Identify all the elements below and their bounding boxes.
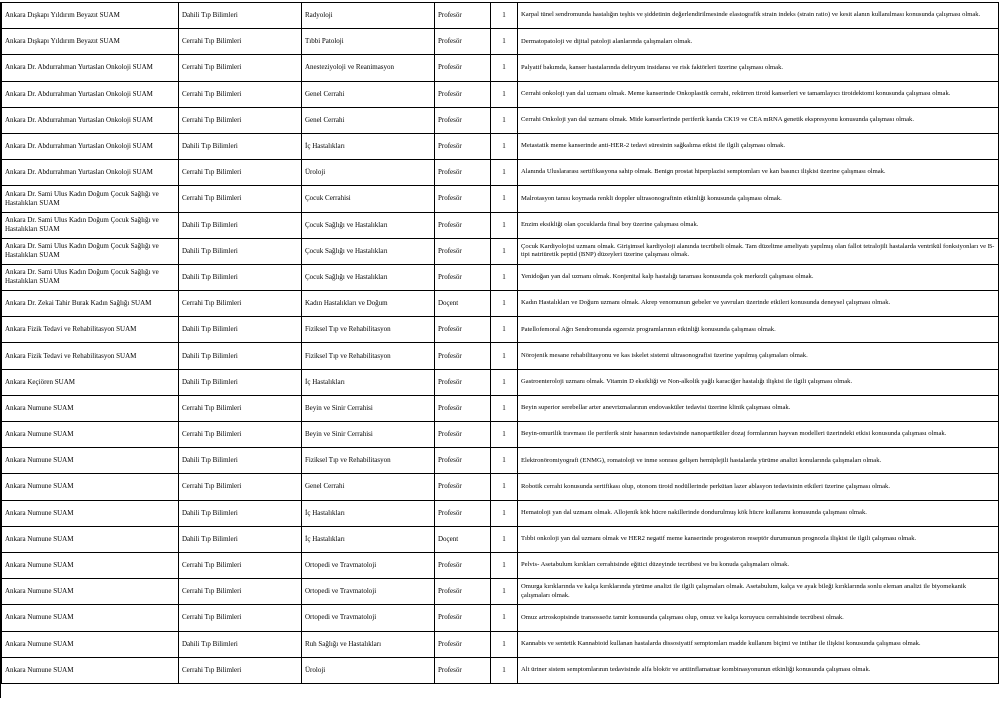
description-cell: Palyatif bakımda, kanser hastalarında deliryum insidansı ve risk faktörleri üzerine çalışması olmak.	[518, 55, 999, 81]
count-cell: 1	[491, 422, 518, 448]
hospital-cell: Ankara Keçiören SUAM	[2, 369, 179, 395]
count-cell: 1	[491, 55, 518, 81]
table-body	[2, 3, 999, 684]
department-cell: Ortopedi ve Travmatoloji	[302, 605, 435, 631]
department-cell: Çocuk Sağlığı ve Hastalıkları	[302, 264, 435, 290]
hospital-cell: Ankara Dr. Abdurrahman Yurtaslan Onkoloji SUAM	[2, 55, 179, 81]
hospital-cell: Ankara Numune SUAM	[2, 474, 179, 500]
hospital-cell: Ankara Dr. Abdurrahman Yurtaslan Onkoloji SUAM	[2, 81, 179, 107]
table-row	[2, 160, 999, 186]
department-cell: Radyoloji	[302, 3, 435, 29]
count-cell: 1	[491, 657, 518, 683]
table-row	[2, 422, 999, 448]
count-cell: 1	[491, 448, 518, 474]
count-cell: 1	[491, 29, 518, 55]
title-cell: Profesör	[435, 3, 491, 29]
title-cell: Profesör	[435, 605, 491, 631]
description-cell: Metastatik meme kanserinde anti-HER-2 tedavi süresinin sağkalıma etkisi ile ilgili çalışması olmak.	[518, 133, 999, 159]
count-cell: 1	[491, 212, 518, 238]
department-cell: Fiziksel Tıp ve Rehabilitasyon	[302, 317, 435, 343]
description-cell: Cerrahi Onkoloji yan dal uzmanı olmak. Mide kanserlerinde periferik kanda CK19 ve CEA mRNA genetik ekspresyonu konusunda çalışması olmak.	[518, 107, 999, 133]
unit-cell: Cerrahi Tıp Bilimleri	[179, 107, 302, 133]
hospital-cell: Ankara Dr. Sami Ulus Kadın Doğum Çocuk Sağlığı ve Hastalıkları SUAM	[2, 212, 179, 238]
department-cell: Üroloji	[302, 657, 435, 683]
unit-cell: Dahili Tıp Bilimleri	[179, 317, 302, 343]
table-row	[2, 474, 999, 500]
description-cell: Gastroenteroloji uzmanı olmak. Vitamin D eksikliği ve Non-alkolik yağlı karaciğer hastalığı ilişkisi ile ilgili çalışması olmak.	[518, 369, 999, 395]
description-cell: Tıbbi onkoloji yan dal uzmanı olmak ve HER2 negatif meme kanserinde progesteron reseptör durumunun prognozla ilişkisi ile ilgili çalışması olmak.	[518, 526, 999, 552]
table-row	[2, 343, 999, 369]
hospital-cell: Ankara Dışkapı Yıldırım Beyazıt SUAM	[2, 3, 179, 29]
table-row	[2, 29, 999, 55]
count-cell: 1	[491, 552, 518, 578]
count-cell: 1	[491, 186, 518, 212]
department-cell: Kadın Hastalıkları ve Doğum	[302, 291, 435, 317]
title-cell: Profesör	[435, 81, 491, 107]
description-cell: Kannabis ve sentetik Kannabioid kullanan hastalarda dissosiyatif semptomları madde kullanım biçimi ve intihar ile ilişkisi konusunda çalışması olmak.	[518, 631, 999, 657]
count-cell: 1	[491, 264, 518, 290]
description-cell: Elektronöromiyografi (ENMG), romatoloji ve inme sonrası gelişen hemiplejili hastalarda yürüme analizi konularında çalışmaları olmak.	[518, 448, 999, 474]
table-row	[2, 369, 999, 395]
unit-cell: Cerrahi Tıp Bilimleri	[179, 186, 302, 212]
unit-cell: Dahili Tıp Bilimleri	[179, 343, 302, 369]
count-cell: 1	[491, 133, 518, 159]
department-cell: Çocuk Sağlığı ve Hastalıkları	[302, 212, 435, 238]
hospital-cell: Ankara Fizik Tedavi ve Rehabilitasyon SUAM	[2, 317, 179, 343]
description-cell: Yenidoğan yan dal uzmanı olmak. Konjenital kalp hastalığı taraması konusunda çok merkezli çalışması olmak.	[518, 264, 999, 290]
title-cell: Profesör	[435, 133, 491, 159]
title-cell: Profesör	[435, 317, 491, 343]
department-cell: İç Hastalıkları	[302, 133, 435, 159]
description-cell: Çocuk Kardiyolojisi uzmanı olmak. Girişimsel kardiyoloji alanında tecrübeli olmak. Tam düzeltme ameliyatı yapılmış olan fallot tetralojili hastalarda ventrikül fonksiyonları ve B-tipi natriüretik peptid (BNP) düzeyleri üzerine çalışması olmak.	[518, 238, 999, 264]
unit-cell: Dahili Tıp Bilimleri	[179, 631, 302, 657]
count-cell: 1	[491, 238, 518, 264]
unit-cell: Cerrahi Tıp Bilimleri	[179, 160, 302, 186]
table-row	[2, 212, 999, 238]
title-cell: Profesör	[435, 29, 491, 55]
count-cell: 1	[491, 395, 518, 421]
unit-cell: Dahili Tıp Bilimleri	[179, 500, 302, 526]
description-cell: Kadın Hastalıkları ve Doğum uzmanı olmak. Akrep venomunun gebeler ve yavruları üzerinde etkileri konusunda deneysel çalışması olmak.	[518, 291, 999, 317]
table-row	[2, 448, 999, 474]
unit-cell: Cerrahi Tıp Bilimleri	[179, 55, 302, 81]
title-cell: Profesör	[435, 55, 491, 81]
title-cell: Profesör	[435, 448, 491, 474]
unit-cell: Dahili Tıp Bilimleri	[179, 238, 302, 264]
description-cell: Beyin superior serebellar arter anevrizmalarının endovasküler tedavisi üzerine klinik çalışması olmak.	[518, 395, 999, 421]
description-cell: Malrotasyon tanısı koymada renkli doppler ultrasonografinin etkinliği konusunda çalışması olmak.	[518, 186, 999, 212]
department-cell: İç Hastalıkları	[302, 526, 435, 552]
department-cell: Fiziksel Tıp ve Rehabilitasyon	[302, 343, 435, 369]
hospital-cell: Ankara Dr. Abdurrahman Yurtaslan Onkoloji SUAM	[2, 107, 179, 133]
title-cell: Profesör	[435, 160, 491, 186]
department-cell: Genel Cerrahi	[302, 474, 435, 500]
title-cell: Profesör	[435, 422, 491, 448]
count-cell: 1	[491, 369, 518, 395]
count-cell: 1	[491, 500, 518, 526]
description-cell: Robotik cerrahi konusunda sertifikası olup, otonom tiroid nodüllerinde perkütan lazer ablasyon tedavisinin etkileri üzerine çalışması olmak.	[518, 474, 999, 500]
unit-cell: Dahili Tıp Bilimleri	[179, 369, 302, 395]
description-cell: Omuz artroskopisinde transosseöz tamir konusunda çalışması olup, omuz ve kalça koruyucu cerrahisinde tecrübesi olmak.	[518, 605, 999, 631]
title-cell: Profesör	[435, 657, 491, 683]
department-cell: Ortopedi ve Travmatoloji	[302, 579, 435, 605]
hospital-cell: Ankara Dr. Sami Ulus Kadın Doğum Çocuk Sağlığı ve Hastalıkları SUAM	[2, 186, 179, 212]
table-row	[2, 186, 999, 212]
table-row	[2, 552, 999, 578]
hospital-cell: Ankara Numune SUAM	[2, 657, 179, 683]
table-row	[2, 657, 999, 683]
description-cell: Beyin-omurilik travması ile periferik sinir hasarının tedavisinde nanopartiküler dozaj formlarının hayvan modelleri üzerindeki etkisi konusunda çalışması olmak.	[518, 422, 999, 448]
unit-cell: Cerrahi Tıp Bilimleri	[179, 395, 302, 421]
title-cell: Profesör	[435, 264, 491, 290]
department-cell: Ortopedi ve Travmatoloji	[302, 552, 435, 578]
count-cell: 1	[491, 343, 518, 369]
hospital-cell: Ankara Numune SUAM	[2, 448, 179, 474]
unit-cell: Cerrahi Tıp Bilimleri	[179, 422, 302, 448]
department-cell: İç Hastalıkları	[302, 500, 435, 526]
description-cell: Cerrahi onkoloji yan dal uzmanı olmak. Meme kanserinde Onkoplastik cerrahi, rekürren tiroid kanserleri ve tamamlayıcı tiroidektomi konusunda çalışması olmak.	[518, 81, 999, 107]
hospital-cell: Ankara Fizik Tedavi ve Rehabilitasyon SUAM	[2, 343, 179, 369]
unit-cell: Dahili Tıp Bilimleri	[179, 212, 302, 238]
description-cell: Nörojenik mesane rehabilitasyonu ve kas iskelet sistemi ultrasonografisi üzerine yapılmış çalışmaları olmak.	[518, 343, 999, 369]
count-cell: 1	[491, 160, 518, 186]
description-cell: Pelvis- Asetabulum kırıkları cerrahisinde eğitici düzeyinde tecrübesi ve bu konuda çalışmaları olmak.	[518, 552, 999, 578]
description-cell: Dermatopatoloji ve dijital patoloji alanlarında çalışmaları olmak.	[518, 29, 999, 55]
hospital-cell: Ankara Numune SUAM	[2, 631, 179, 657]
table-row	[2, 526, 999, 552]
department-cell: Beyin ve Sinir Cerrahisi	[302, 395, 435, 421]
department-cell: Fiziksel Tıp ve Rehabilitasyon	[302, 448, 435, 474]
unit-cell: Dahili Tıp Bilimleri	[179, 133, 302, 159]
hospital-cell: Ankara Numune SUAM	[2, 526, 179, 552]
description-cell: Patellofemoral Ağrı Sendromunda egzersiz programlarının etkinliği konusunda çalışması olmak.	[518, 317, 999, 343]
hospital-cell: Ankara Dışkapı Yıldırım Beyazıt SUAM	[2, 29, 179, 55]
count-cell: 1	[491, 317, 518, 343]
count-cell: 1	[491, 291, 518, 317]
table-row	[2, 395, 999, 421]
title-cell: Profesör	[435, 186, 491, 212]
table-row	[2, 133, 999, 159]
hospital-cell: Ankara Numune SUAM	[2, 579, 179, 605]
hospital-cell: Ankara Numune SUAM	[2, 395, 179, 421]
unit-cell: Dahili Tıp Bilimleri	[179, 448, 302, 474]
hospital-cell: Ankara Dr. Sami Ulus Kadın Doğum Çocuk Sağlığı ve Hastalıkları SUAM	[2, 238, 179, 264]
department-cell: Ruh Sağlığı ve Hastalıkları	[302, 631, 435, 657]
table-row	[2, 264, 999, 290]
unit-cell: Cerrahi Tıp Bilimleri	[179, 81, 302, 107]
count-cell: 1	[491, 3, 518, 29]
table-row	[2, 3, 999, 29]
title-cell: Profesör	[435, 631, 491, 657]
table-row	[2, 631, 999, 657]
title-cell: Profesör	[435, 552, 491, 578]
table-row	[2, 81, 999, 107]
department-cell: İç Hastalıkları	[302, 369, 435, 395]
department-cell: Anesteziyoloji ve Reanimasyon	[302, 55, 435, 81]
department-cell: Çocuk Cerrahisi	[302, 186, 435, 212]
department-cell: Tıbbi Patoloji	[302, 29, 435, 55]
unit-cell: Dahili Tıp Bilimleri	[179, 526, 302, 552]
title-cell: Doçent	[435, 291, 491, 317]
position-table	[1, 2, 999, 684]
table-row	[2, 579, 999, 605]
unit-cell: Cerrahi Tıp Bilimleri	[179, 291, 302, 317]
table-row	[2, 291, 999, 317]
hospital-cell: Ankara Dr. Sami Ulus Kadın Doğum Çocuk Sağlığı ve Hastalıkları SUAM	[2, 264, 179, 290]
title-cell: Profesör	[435, 395, 491, 421]
unit-cell: Cerrahi Tıp Bilimleri	[179, 605, 302, 631]
title-cell: Profesör	[435, 107, 491, 133]
unit-cell: Cerrahi Tıp Bilimleri	[179, 552, 302, 578]
count-cell: 1	[491, 107, 518, 133]
count-cell: 1	[491, 474, 518, 500]
table-row	[2, 500, 999, 526]
title-cell: Doçent	[435, 526, 491, 552]
department-cell: Genel Cerrahi	[302, 81, 435, 107]
count-cell: 1	[491, 631, 518, 657]
table-row	[2, 605, 999, 631]
hospital-cell: Ankara Numune SUAM	[2, 500, 179, 526]
unit-cell: Dahili Tıp Bilimleri	[179, 3, 302, 29]
title-cell: Profesör	[435, 474, 491, 500]
hospital-cell: Ankara Dr. Abdurrahman Yurtaslan Onkoloji SUAM	[2, 160, 179, 186]
count-cell: 1	[491, 526, 518, 552]
count-cell: 1	[491, 81, 518, 107]
description-cell: Karpal tünel sendromunda hastalığın teşhis ve şiddetinin değerlendirilmesinde elastografik strain indeks (strain ratio) ve kesit alanın kullanılması konusunda çalışması olmak.	[518, 3, 999, 29]
title-cell: Profesör	[435, 238, 491, 264]
hospital-cell: Ankara Numune SUAM	[2, 422, 179, 448]
hospital-cell: Ankara Numune SUAM	[2, 605, 179, 631]
department-cell: Genel Cerrahi	[302, 107, 435, 133]
count-cell: 1	[491, 579, 518, 605]
unit-cell: Dahili Tıp Bilimleri	[179, 264, 302, 290]
title-cell: Profesör	[435, 369, 491, 395]
table-row	[2, 238, 999, 264]
unit-cell: Cerrahi Tıp Bilimleri	[179, 579, 302, 605]
department-cell: Çocuk Sağlığı ve Hastalıkları	[302, 238, 435, 264]
hospital-cell: Ankara Numune SUAM	[2, 552, 179, 578]
description-cell: Alanında Uluslararası sertifikasyona sahip olmak. Benign prostat hiperplazisi semptomları ve kan basıncı ilişkisi üzerine çalışması olmak.	[518, 160, 999, 186]
department-cell: Üroloji	[302, 160, 435, 186]
hospital-cell: Ankara Dr. Abdurrahman Yurtaslan Onkoloji SUAM	[2, 133, 179, 159]
title-cell: Profesör	[435, 212, 491, 238]
description-cell: Hematoloji yan dal uzmanı olmak. Allojenik kök hücre nakillerinde dondurulmuş kök hücre kullanımı konusunda çalışması olmak.	[518, 500, 999, 526]
hospital-cell: Ankara Dr. Zekai Tahir Burak Kadın Sağlığı SUAM	[2, 291, 179, 317]
title-cell: Profesör	[435, 343, 491, 369]
description-cell: Alt üriner sistem semptomlarının tedavisinde alfa blokör ve antiinflamatuar kombinasyonunun etkinliği konusunda çalışması olmak.	[518, 657, 999, 683]
title-cell: Profesör	[435, 500, 491, 526]
description-cell: Enzim eksikliği olan çocuklarda final boy üzerine çalışması olmak.	[518, 212, 999, 238]
department-cell: Beyin ve Sinir Cerrahisi	[302, 422, 435, 448]
unit-cell: Cerrahi Tıp Bilimleri	[179, 657, 302, 683]
table-row	[2, 317, 999, 343]
table-row	[2, 107, 999, 133]
unit-cell: Cerrahi Tıp Bilimleri	[179, 29, 302, 55]
count-cell: 1	[491, 605, 518, 631]
unit-cell: Cerrahi Tıp Bilimleri	[179, 474, 302, 500]
title-cell: Profesör	[435, 579, 491, 605]
table-row	[2, 55, 999, 81]
description-cell: Omurga kırıklarında ve kalça kırıklarında yürüme analizi ile ilgili çalışmaları olmak. Asetabulum, kalça ve ayak bileği kırıklarında sonlu eleman analizi ile biyomekanik çalışmaları olmak.	[518, 579, 999, 605]
